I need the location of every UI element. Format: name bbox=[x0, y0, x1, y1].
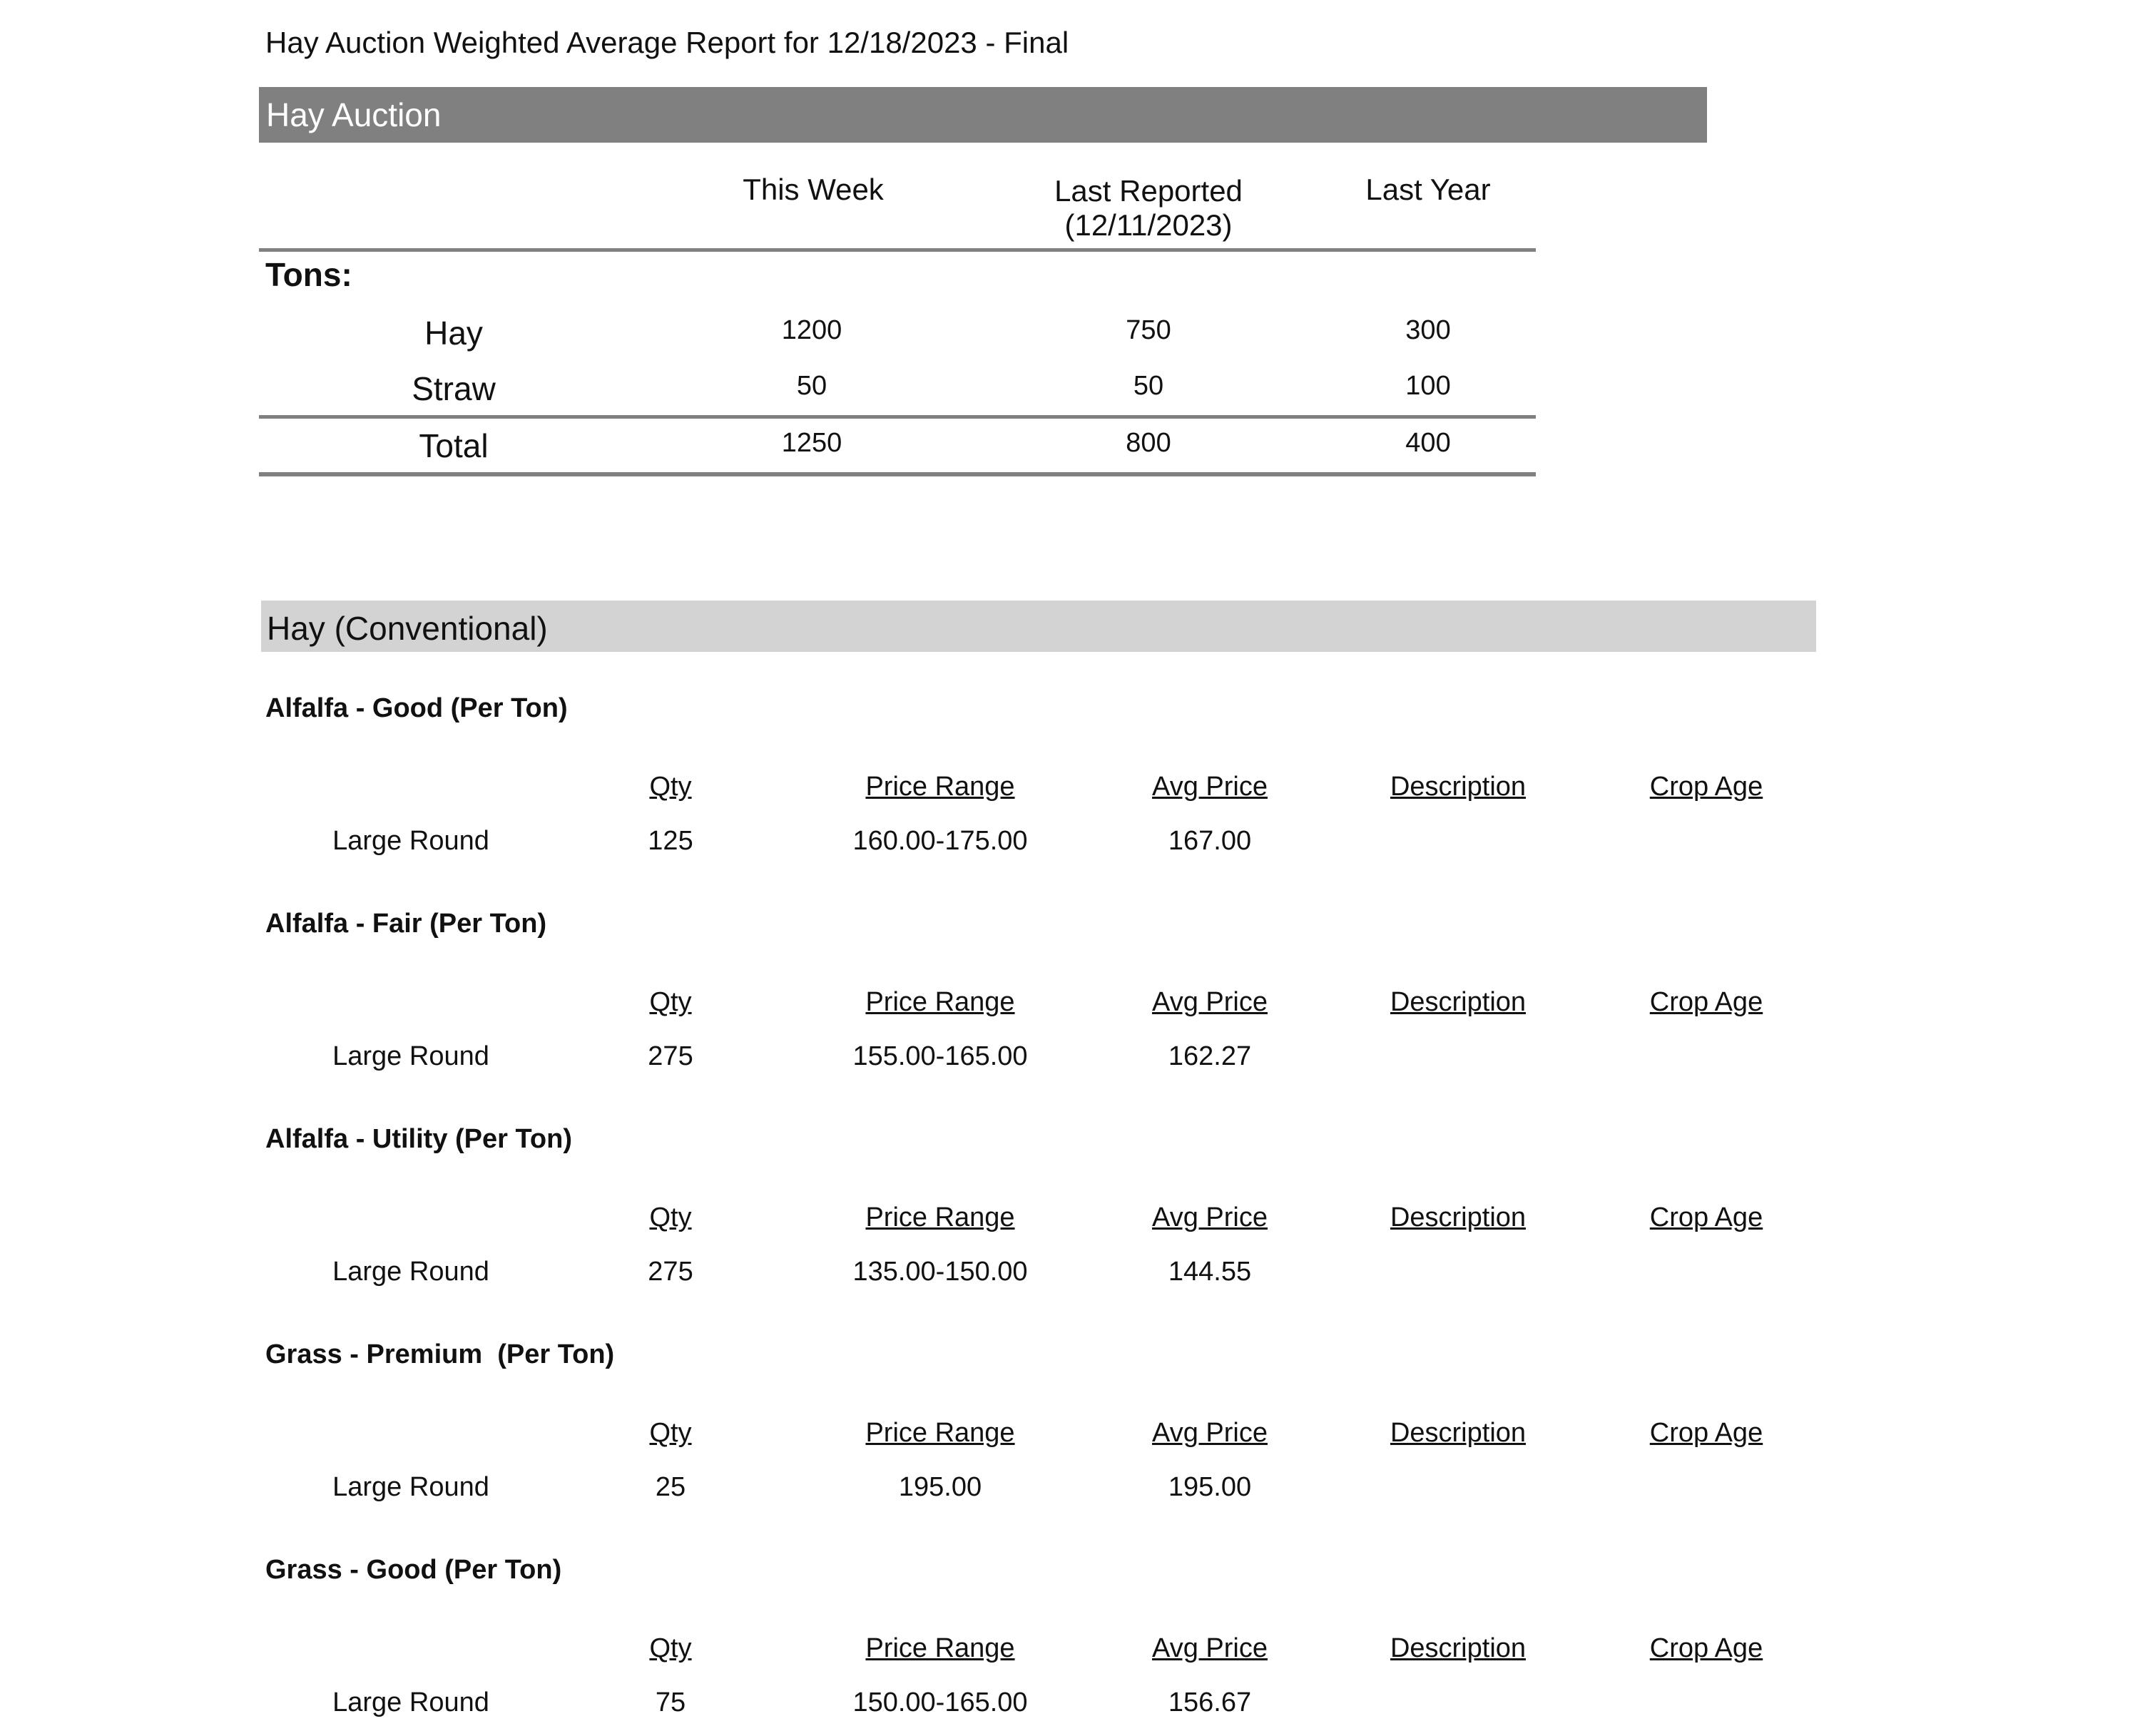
grade-title: Alfalfa - Fair (Per Ton) bbox=[265, 909, 547, 939]
grade-header-description: Description bbox=[1390, 1418, 1527, 1448]
tons-label: Tons: bbox=[265, 256, 352, 293]
grade-header-avg-price: Avg Price bbox=[1152, 987, 1268, 1017]
summary-cell-last-reported: 800 bbox=[1126, 428, 1171, 458]
grade-cell-qty: 75 bbox=[655, 1688, 686, 1717]
grade-cell-avg-price: 156.67 bbox=[1168, 1688, 1252, 1717]
grade-cell-price-range: 195.00 bbox=[898, 1472, 982, 1502]
summary-cell-last-reported: 750 bbox=[1126, 315, 1171, 345]
grade-title: Grass - Good (Per Ton) bbox=[265, 1555, 562, 1585]
grade-header-avg-price: Avg Price bbox=[1152, 1418, 1268, 1448]
grade-cell-type: Large Round bbox=[332, 1257, 489, 1287]
grade-header-avg-price: Avg Price bbox=[1152, 1633, 1268, 1663]
grade-cell-price-range: 155.00-165.00 bbox=[852, 1041, 1028, 1071]
grade-header-avg-price: Avg Price bbox=[1152, 772, 1268, 802]
grade-cell-price-range: 150.00-165.00 bbox=[852, 1688, 1028, 1717]
grade-cell-avg-price: 162.27 bbox=[1168, 1041, 1252, 1071]
grade-cell-type: Large Round bbox=[332, 826, 489, 856]
conventional-section-header: Hay (Conventional) bbox=[261, 601, 1816, 652]
summary-cell-last-year: 400 bbox=[1405, 428, 1451, 458]
grade-header-description: Description bbox=[1390, 772, 1527, 802]
grade-cell-qty: 125 bbox=[648, 826, 693, 856]
total-rule bbox=[259, 415, 1536, 419]
grade-cell-price-range: 135.00-150.00 bbox=[852, 1257, 1028, 1287]
report-title: Hay Auction Weighted Average Report for 12/18/2023 - Final bbox=[265, 26, 1069, 59]
grade-header-crop-age: Crop Age bbox=[1649, 1203, 1763, 1232]
summary-row-label: Total bbox=[419, 427, 489, 464]
col-header-last-reported-date: (12/11/2023) bbox=[1064, 208, 1233, 242]
summary-cell-this-week: 50 bbox=[796, 371, 827, 401]
grade-cell-type: Large Round bbox=[332, 1041, 489, 1071]
grade-title: Grass - Premium (Per Ton) bbox=[265, 1339, 615, 1369]
grade-header-description: Description bbox=[1390, 1203, 1527, 1232]
grade-header-price-range: Price Range bbox=[865, 987, 1015, 1017]
col-header-last-year: Last Year bbox=[1365, 173, 1491, 206]
col-header-this-week: This Week bbox=[743, 173, 884, 206]
grade-header-qty: Qty bbox=[649, 772, 692, 802]
grade-cell-avg-price: 195.00 bbox=[1168, 1472, 1252, 1502]
grade-cell-qty: 25 bbox=[655, 1472, 686, 1502]
grade-cell-type: Large Round bbox=[332, 1472, 489, 1502]
grade-header-price-range: Price Range bbox=[865, 1633, 1015, 1663]
grade-header-crop-age: Crop Age bbox=[1649, 1418, 1763, 1448]
grade-header-avg-price: Avg Price bbox=[1152, 1203, 1268, 1232]
grade-header-crop-age: Crop Age bbox=[1649, 772, 1763, 802]
grade-header-crop-age: Crop Age bbox=[1649, 1633, 1763, 1663]
bottom-rule bbox=[259, 472, 1536, 476]
summary-cell-this-week: 1250 bbox=[781, 428, 842, 458]
grade-header-description: Description bbox=[1390, 987, 1527, 1017]
header-rule bbox=[259, 248, 1536, 252]
grade-title: Alfalfa - Utility (Per Ton) bbox=[265, 1124, 572, 1154]
summary-section-header: Hay Auction bbox=[259, 87, 1707, 143]
grade-cell-qty: 275 bbox=[648, 1257, 693, 1287]
summary-row-label: Hay bbox=[424, 315, 483, 352]
grade-header-qty: Qty bbox=[649, 1418, 692, 1448]
grade-header-price-range: Price Range bbox=[865, 1418, 1015, 1448]
col-header-last-reported: Last Reported bbox=[1054, 174, 1243, 208]
grade-cell-qty: 275 bbox=[648, 1041, 693, 1071]
grade-header-qty: Qty bbox=[649, 987, 692, 1017]
grade-header-price-range: Price Range bbox=[865, 772, 1015, 802]
grade-cell-price-range: 160.00-175.00 bbox=[852, 826, 1028, 856]
grade-header-qty: Qty bbox=[649, 1203, 692, 1232]
grade-header-crop-age: Crop Age bbox=[1649, 987, 1763, 1017]
grade-header-description: Description bbox=[1390, 1633, 1527, 1663]
grade-header-price-range: Price Range bbox=[865, 1203, 1015, 1232]
summary-cell-last-year: 100 bbox=[1405, 371, 1451, 401]
grade-title: Alfalfa - Good (Per Ton) bbox=[265, 693, 568, 723]
summary-row-label: Straw bbox=[412, 370, 496, 407]
grade-cell-type: Large Round bbox=[332, 1688, 489, 1717]
summary-cell-last-year: 300 bbox=[1405, 315, 1451, 345]
summary-cell-this-week: 1200 bbox=[781, 315, 842, 345]
summary-cell-last-reported: 50 bbox=[1133, 371, 1164, 401]
grade-cell-avg-price: 144.55 bbox=[1168, 1257, 1252, 1287]
grade-cell-avg-price: 167.00 bbox=[1168, 826, 1252, 856]
grade-header-qty: Qty bbox=[649, 1633, 692, 1663]
